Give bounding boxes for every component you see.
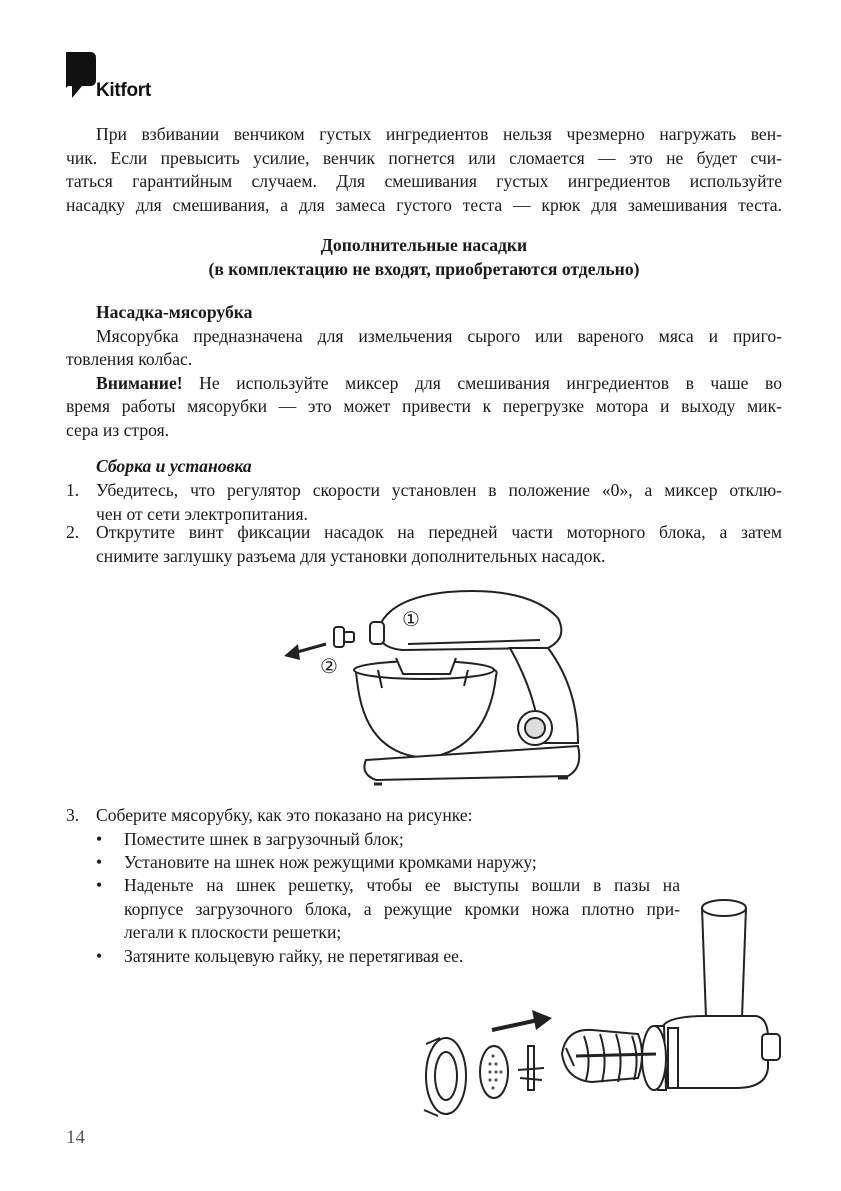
grinder-heading: Насадка-мясорубка — [96, 302, 253, 322]
logo-mark-icon — [66, 52, 96, 100]
grinder-desc-line: Мясорубка предназначена для измельчения сырого или вареного мяса и приго- — [96, 325, 782, 346]
bullet-line: Наденьте на шнек решетку, чтобы ее выступы вошли в пазы на — [124, 875, 680, 895]
kitfort-logo — [66, 52, 166, 102]
step-number: 2. — [66, 522, 80, 542]
stand-mixer-illustration — [278, 578, 588, 793]
bullet-line: Поместите шнек в загрузочный блок; — [124, 829, 404, 849]
step-item — [66, 521, 782, 569]
bullet-line: корпусе загрузочного блока, а режущие кромки ножа плотно при- — [124, 898, 680, 919]
bullet-dot: • — [96, 829, 103, 849]
bullet-item — [96, 828, 696, 852]
callout-1: ① — [402, 607, 420, 631]
bullet-dot: • — [96, 946, 103, 966]
step-line: снимите заглушку разъема для установки дополнительных насадок. — [96, 545, 606, 566]
meat-grinder-illustration — [416, 888, 792, 1138]
bullet-line: легали к плоскости решетки; — [124, 922, 342, 943]
step-number: 1. — [66, 480, 80, 500]
grinder-block — [66, 301, 782, 443]
warning-label: Внимание! — [96, 372, 183, 393]
step-number: 3. — [66, 805, 80, 825]
brand-name: Kitfort — [96, 80, 151, 101]
step-item — [66, 479, 782, 527]
assembly-heading: Сборка и установка — [96, 456, 252, 476]
step-line: Соберите мясорубку, как это показано на рисунке: — [96, 805, 473, 825]
section-heading — [66, 234, 782, 281]
section-subtitle: (в комплектацию не входят, приобретаются отдельно) — [208, 258, 640, 279]
section-title: Дополнительные насадки — [320, 235, 528, 255]
bullet-line: Установите на шнек нож режущими кромками наружу; — [124, 852, 537, 872]
callout-2: ② — [320, 654, 338, 678]
intro-line: чик. Если превысить усилие, венчик погнется или сломается — это не будет счи- — [66, 147, 782, 168]
assembly-heading-block — [66, 455, 782, 479]
warning-line: сера из строя. — [66, 419, 170, 440]
grinder-desc-line: товления колбас. — [66, 349, 193, 370]
warning-text: Не используйте миксер для смешивания ингредиентов в чаше во — [182, 372, 782, 393]
page-number: 14 — [66, 1127, 85, 1148]
bullet-item — [96, 851, 696, 875]
warning-line: время работы мясорубки — это может привести к перегрузке мотора и выходу мик- — [66, 396, 782, 417]
step-line: чен от сети электропитания. — [96, 503, 308, 524]
bullet-line: Затяните кольцевую гайку, не перетягивая ее. — [124, 946, 464, 966]
intro-line: При взбивании венчиком густых ингредиентов нельзя чрезмерно нагружать вен- — [96, 124, 782, 144]
step-item — [66, 804, 782, 828]
step-line: Открутите винт фиксации насадок на передней части моторного блока, а затем — [96, 522, 782, 542]
warning-line — [66, 372, 782, 396]
bullet-dot: • — [96, 852, 103, 872]
intro-line: насадку для смешивания, а для замеса густого теста — крюк для замешивания теста. — [66, 194, 782, 215]
intro-paragraph — [66, 123, 782, 217]
intro-line: таться гарантийным случаем. Для смешивания густых ингредиентов используйте — [66, 171, 782, 192]
step-line: Убедитесь, что регулятор скорости установлен в положение «0», а миксер отклю- — [96, 480, 782, 500]
bullet-dot: • — [96, 875, 103, 895]
